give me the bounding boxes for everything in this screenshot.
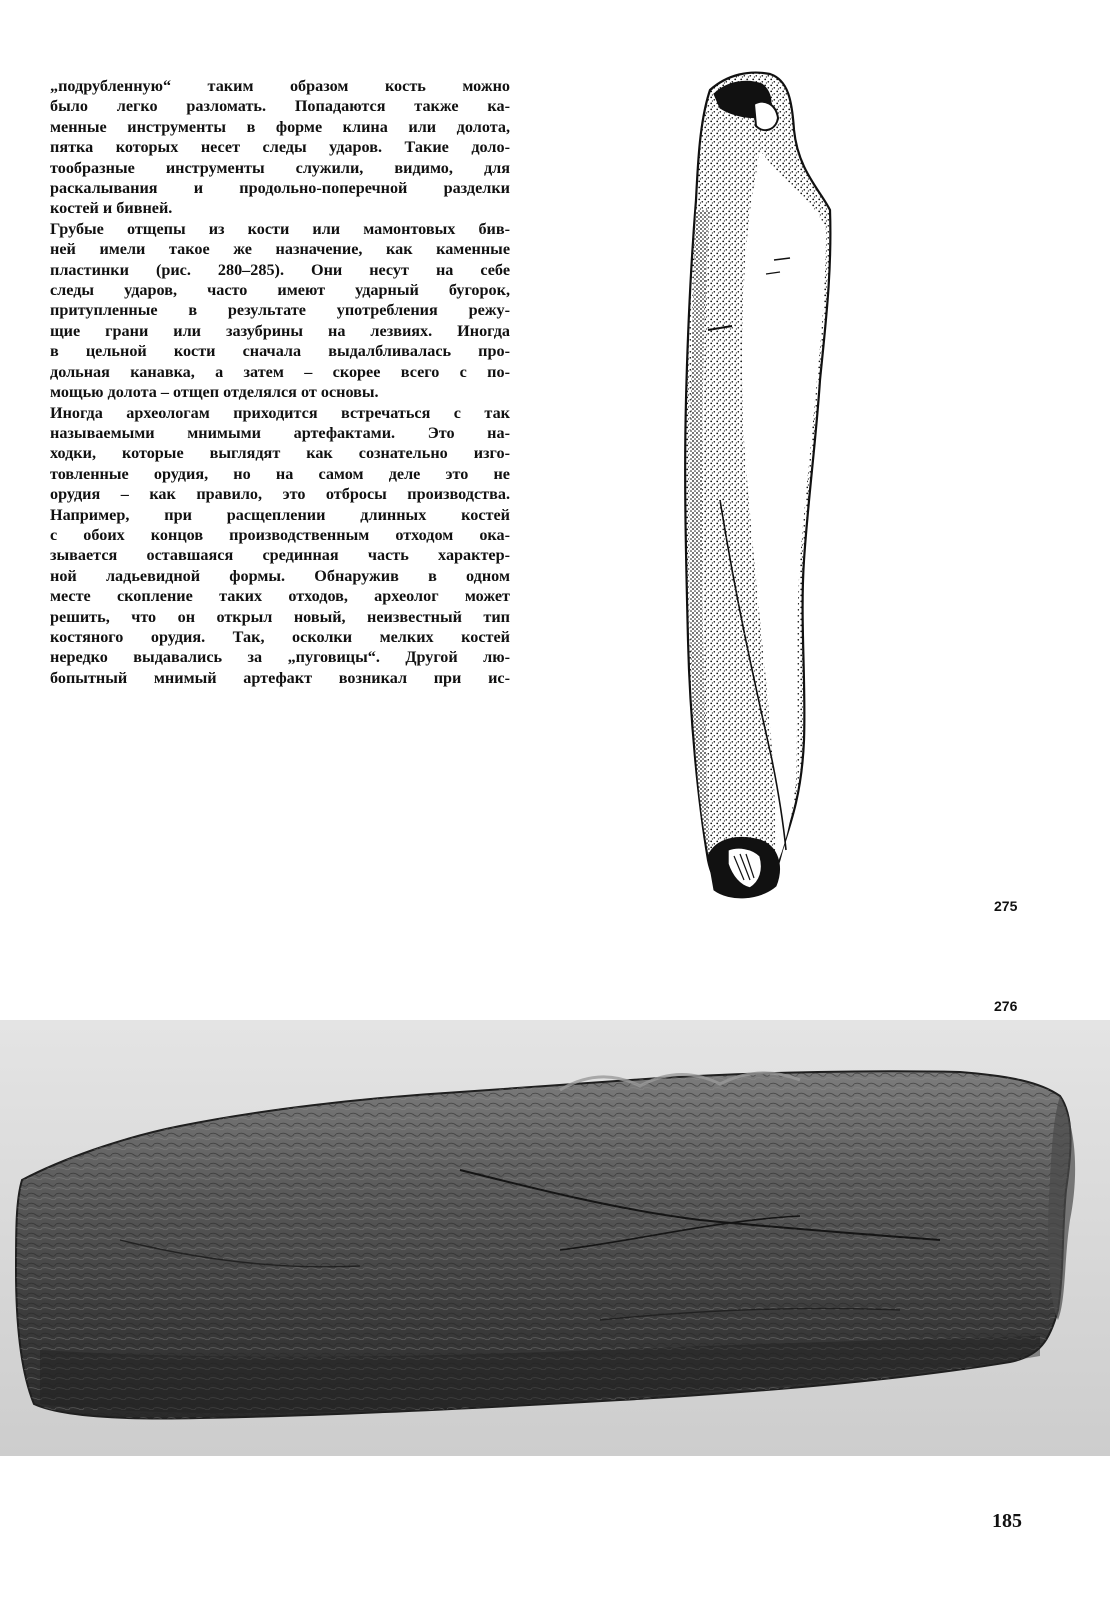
bone-fragment-photo bbox=[0, 1020, 1110, 1456]
text-line: с обоих концов производственным отходом ока- bbox=[50, 525, 510, 544]
text-line: раскалывания и продольно-поперечной разделки bbox=[50, 179, 510, 198]
page-number: 185 bbox=[992, 1510, 1022, 1532]
text-line: в цельной кости сначала выдалбливалась про- bbox=[50, 342, 510, 361]
bone-fragment-image bbox=[0, 1020, 1110, 1456]
text-line: менные инструменты в форме клина или долота, bbox=[50, 117, 510, 136]
text-line: бопытный мнимый артефакт возникал при ис- bbox=[50, 668, 510, 687]
text-line: Иногда археологам приходится встречаться с так bbox=[50, 403, 510, 422]
text-line: тообразные инструменты служили, видимо, для bbox=[50, 158, 510, 177]
text-line: зывается оставшаяся срединная часть характер- bbox=[50, 546, 510, 565]
text-line: мощью долота – отщеп отделялся от основы. bbox=[50, 383, 379, 402]
text-line: решить, что он открыл новый, неизвестный тип bbox=[50, 607, 510, 626]
text-line: пластинки (рис. 280–285). Они несут на себе bbox=[50, 260, 510, 279]
figure-number-275: 275 bbox=[994, 898, 1018, 914]
bone-tool-drawing bbox=[680, 60, 860, 940]
text-line: было легко разломать. Попадаются также ка- bbox=[50, 97, 510, 116]
text-line: костей и бивней. bbox=[50, 199, 173, 218]
text-line: товленные орудия, но на самом деле это не bbox=[50, 464, 510, 483]
figure-number-276: 276 bbox=[994, 998, 1018, 1014]
text-line: притупленные в результате употребления режу- bbox=[50, 301, 510, 320]
text-line: пятка которых несет следы ударов. Такие доло- bbox=[50, 138, 510, 157]
text-line: „подрубленную“ таким образом кость можно bbox=[50, 77, 510, 95]
text-line: орудия – как правило, это отбросы производства. bbox=[50, 485, 510, 504]
text-line: ней имели такое же назначение, как каменные bbox=[50, 240, 510, 259]
text-line: щие грани или зазубрины на лезвиях. Иногда bbox=[50, 321, 510, 340]
text-line: месте скопление таких отходов, археолог может bbox=[50, 587, 510, 606]
text-line: Например, при расщеплении длинных костей bbox=[50, 505, 510, 524]
text-line: следы ударов, часто имеют ударный бугорок, bbox=[50, 281, 510, 300]
text-line: ходки, которые выглядят как сознательно изго- bbox=[50, 444, 510, 463]
body-text-column bbox=[50, 76, 510, 688]
text-line: нередко выдавались за „пуговицы“. Другой лю- bbox=[50, 648, 510, 667]
text-line: ной ладьевидной формы. Обнаружив в одном bbox=[50, 566, 510, 585]
text-line: Грубые отщепы из кости или мамонтовых бив- bbox=[50, 219, 510, 238]
text-line: костяного орудия. Так, осколки мелких костей bbox=[50, 627, 510, 646]
text-line: называемыми мнимыми артефактами. Это на- bbox=[50, 423, 510, 442]
text-line: дольная канавка, а затем – скорее всего с по- bbox=[50, 362, 510, 381]
